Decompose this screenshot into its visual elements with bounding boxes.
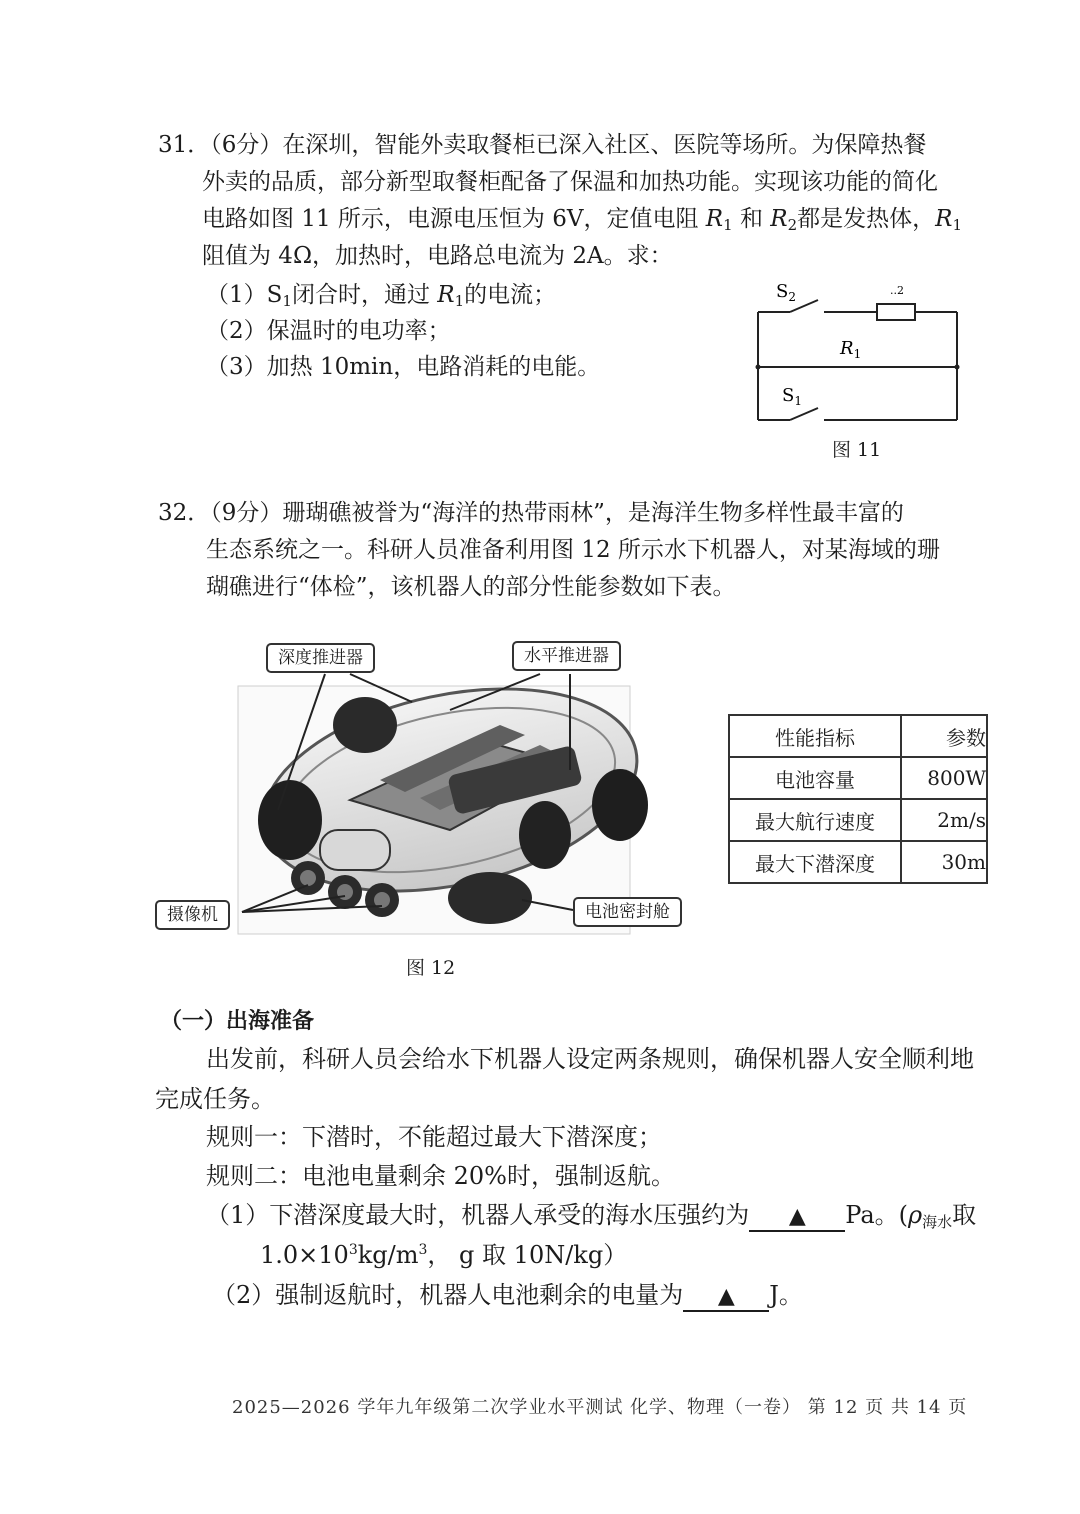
q32-line-1: 32．（9分）珊瑚礁被誉为“海洋的热带雨林”，是海洋生物多样性最丰富的 bbox=[158, 500, 904, 526]
q31-sub-3: （3）加热 10min，电路消耗的电能。 bbox=[206, 354, 601, 380]
table-cell-value: 30m bbox=[901, 841, 987, 883]
rule-1: 规则一：下潜时，不能超过最大下潜深度； bbox=[206, 1123, 662, 1151]
label-camera: 摄像机 bbox=[155, 900, 230, 930]
section-sub-2: （2）强制返航时，机器人电池剩余的电量为 ▲ J。 bbox=[212, 1280, 803, 1312]
table-row bbox=[729, 841, 987, 883]
figure-11-caption: 图 11 bbox=[832, 439, 882, 461]
label-s1: $S_1$ bbox=[782, 385, 802, 408]
table-header-key: 性能指标 bbox=[729, 715, 901, 757]
camera-body bbox=[320, 830, 390, 870]
q31-line-1: 31．（6分）在深圳，智能外卖取餐柜已深入社区、医院等场所。为保障热餐 bbox=[158, 132, 927, 158]
section-para-1: 出发前，科研人员会给水下机器人设定两条规则，确保机器人安全顺利地 bbox=[206, 1045, 974, 1073]
figure-11-circuit bbox=[740, 270, 980, 440]
depth-thruster-top bbox=[333, 697, 397, 753]
table-cell-key: 电池容量 bbox=[729, 757, 901, 799]
label-r1: $R_1$ bbox=[840, 338, 862, 361]
performance-table bbox=[728, 714, 988, 884]
rule-2: 规则二：电池电量剩余 20%时，强制返航。 bbox=[206, 1162, 675, 1190]
section-sub-1-cont: $1.0\times 10^3kg/m^3$， g 取 10N/kg） bbox=[260, 1241, 628, 1269]
q31-line-4: 阻值为 4Ω，加热时，电路总电流为 2A。求： bbox=[202, 243, 673, 269]
switch-s1-blade bbox=[790, 408, 818, 420]
section-para-2: 完成任务。 bbox=[155, 1085, 275, 1113]
label-depth-thruster: 深度推进器 bbox=[266, 643, 375, 673]
q31-sub-2: （2）保温时的电功率； bbox=[206, 318, 451, 344]
junction-left bbox=[756, 365, 761, 370]
q31-sub-1: $(1)S_1$闭合时，通过 $R_1$的电流； bbox=[206, 282, 557, 310]
horizontal-thruster-mid bbox=[519, 801, 571, 869]
page-footer: 2025—2026 学年九年级第二次学业水平测试 化学、物理（一卷） 第 12 页 共 14 页 bbox=[232, 1397, 968, 1418]
answer-blank-1[interactable]: ▲ bbox=[749, 1202, 845, 1232]
answer-blank-2[interactable]: ▲ bbox=[683, 1282, 769, 1312]
table-cell-key: 最大航行速度 bbox=[729, 799, 901, 841]
q32-line-2: 生态系统之一。科研人员准备利用图 12 所示水下机器人，对某海域的珊 bbox=[206, 537, 940, 563]
label-horizontal-thruster: 水平推进器 bbox=[512, 641, 621, 671]
figure-12-caption: 图 12 bbox=[406, 957, 456, 979]
depth-thruster-left bbox=[258, 780, 322, 860]
section-sub-1: （1）下潜深度最大时，机器人承受的海水压强约为 ▲ Pa。($\rho_{海水}$取 bbox=[206, 1201, 977, 1231]
q32-line-3: 瑚礁进行“体检”，该机器人的部分性能参数如下表。 bbox=[206, 574, 736, 600]
label-s2: $S_2$ bbox=[776, 281, 796, 304]
resistor-r2 bbox=[877, 304, 915, 320]
table-cell-value: 800W bbox=[901, 757, 987, 799]
battery-cabin bbox=[448, 872, 532, 924]
label-r2: ..2 bbox=[890, 284, 904, 297]
table-row bbox=[729, 799, 987, 841]
horizontal-thruster-right bbox=[592, 769, 648, 841]
table-row bbox=[729, 757, 987, 799]
label-battery-cabin: 电池密封舱 bbox=[573, 897, 682, 927]
q31-line-2: 外卖的品质，部分新型取餐柜配备了保温和加热功能。实现该功能的简化 bbox=[202, 169, 938, 195]
table-header-value: 参数 bbox=[901, 715, 987, 757]
section-title: （一）出海准备 bbox=[160, 1008, 315, 1034]
table-cell-value: 2m/s bbox=[901, 799, 987, 841]
q31-line-3: 电路如图 11 所示，电源电压恒为 6V，定值电阻 $R_1$ 和 $R_2$都是发热体，$R_1$ bbox=[202, 206, 963, 234]
page-crop-edge-lower bbox=[996, 1190, 1080, 1230]
table-header-row bbox=[729, 715, 987, 757]
figure-12-robot bbox=[150, 630, 710, 940]
table-cell-key: 最大下潜深度 bbox=[729, 841, 901, 883]
page-crop-edge bbox=[996, 700, 1080, 900]
junction-right bbox=[955, 365, 960, 370]
